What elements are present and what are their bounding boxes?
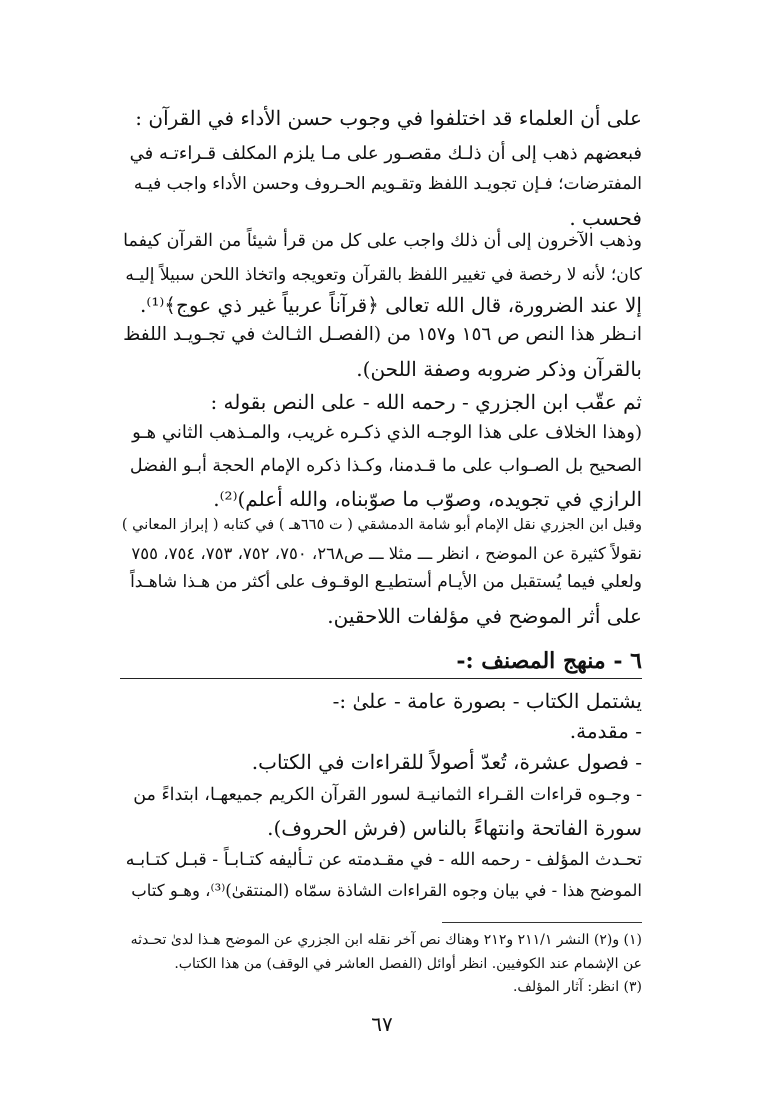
text-line-5: وذهب الآخرون إلى أن ذلك واجب على كل من قرأ شيئاً من القرآن كيفما bbox=[123, 231, 642, 251]
footnote-3: (٣) انظر: آثار المؤلف. bbox=[512, 979, 642, 995]
text-line-2: فبعضهم ذهب إلى أن ذلـك مقصـور على مـا يلزم المكلف قـراءتـه في bbox=[129, 143, 642, 164]
text-line-8: انـظر هذا النص ص ١٥٦ و١٥٧ من (الفصـل الثـالث في تجـويـد اللفظ bbox=[123, 324, 642, 345]
footnote-1: (١) و(٢) النشر ٢١١/١ و٢١٢ وهناك نص آخر نقله ابن الجزري عن الموضح هـذا لدىٰ تحـدثه bbox=[130, 932, 642, 948]
text-line-25: الموضح هذا - في بيان وجوه القراءات الشاذة سمّاه (المنتقىٰ)⁽³⁾، وهـو كتاب bbox=[131, 881, 642, 900]
text-line-3: المفترضات؛ فـإن تجويـد اللفظ وتقـويم الحـروف وحسن الأداء واجب فيـه bbox=[133, 174, 642, 194]
text-line-12: الصحيح بل الصـواب على ما قـدمنا، وكـذا ذكره الإمام الحجة أبـو الفضل bbox=[129, 456, 642, 476]
text-line-11: (وهذا الخلاف على هذا الوجـه الذي ذكـره غريب، والمـذهب الثاني هـو bbox=[132, 422, 642, 443]
text-line-17: على أثر الموضح في مؤلفات اللاحقين. bbox=[327, 604, 642, 628]
text-line-14: وقبل ابن الجزري نقل الإمام أبو شامة الدمشقي ( ت ٦٦٥هـ ) في كتابه ( إبراز المعاني ) bbox=[121, 517, 642, 533]
text-line-13: الرازي في تجويده، وصوّب ما صوّبناه، والله أعلم)⁽²⁾. bbox=[213, 487, 642, 511]
text-line-21: - فصول عشرة، تُعدّ أصولاً للقراءات في الكتاب. bbox=[251, 750, 642, 774]
text-line-19: يشتمل الكتاب - بصورة عامة - علىٰ :- bbox=[332, 689, 642, 713]
text-line-6: كان؛ لأنه لا رخصة في تغيير اللفظ بالقرآن وتعويجه واتخاذ اللحن سبيلاً إليـه bbox=[125, 265, 642, 285]
heading-rule bbox=[120, 678, 642, 679]
text-line-10: ثم عقّب ابن الجزري - رحمه الله - على النص بقوله : bbox=[210, 390, 642, 414]
footnote-separator bbox=[442, 922, 642, 923]
footnote-1-cont: عن الإشمام عند الكوفيين. انظر أوائل (الفصل العاشر في الوقف) من هذا الكتاب. bbox=[174, 956, 642, 972]
text-line-16: ولعلي فيما يُستقبل من الأيـام أستطيـع الوقـوف على أكثر من هـذا شاهـداً bbox=[130, 572, 642, 592]
text-line-4: فحسب . bbox=[569, 206, 642, 230]
text-line-24: تحـدث المؤلف - رحمه الله - في مقـدمته عن تـأليفه كتـابـاً - قبـل كتـابـه bbox=[125, 850, 642, 870]
text-line-20: - مقدمة. bbox=[569, 719, 642, 743]
text-line-7: إلا عند الضرورة، قال الله تعالى ﴿قرآناً عربياً غير ذي عوج﴾⁽¹⁾. bbox=[140, 293, 642, 317]
text-line-22: - وجـوه قراءات القـراء الثمانيـة لسور القرآن الكريم جميعهـا، ابتداءً من bbox=[133, 785, 642, 805]
text-line-15: نقولاً كثيرة عن الموضح ، انظر ـــ مثلا ـــ ص٢٦٨، ٧٥٠، ٧٥٢، ٧٥٣، ٧٥٤، ٧٥٥ bbox=[131, 544, 642, 563]
page-number: ٦٧ bbox=[371, 1012, 393, 1036]
text-line-9: بالقرآن وذكر ضروبه وصفة اللحن). bbox=[356, 357, 642, 381]
text-line-1: على أن العلماء قد اختلفوا في وجوب حسن الأداء في القرآن : bbox=[135, 106, 642, 130]
section-heading: ٦ - منهج المصنف :- bbox=[456, 648, 642, 674]
text-line-23: سورة الفاتحة وانتهاءً بالناس (فرش الحروف). bbox=[267, 816, 642, 840]
